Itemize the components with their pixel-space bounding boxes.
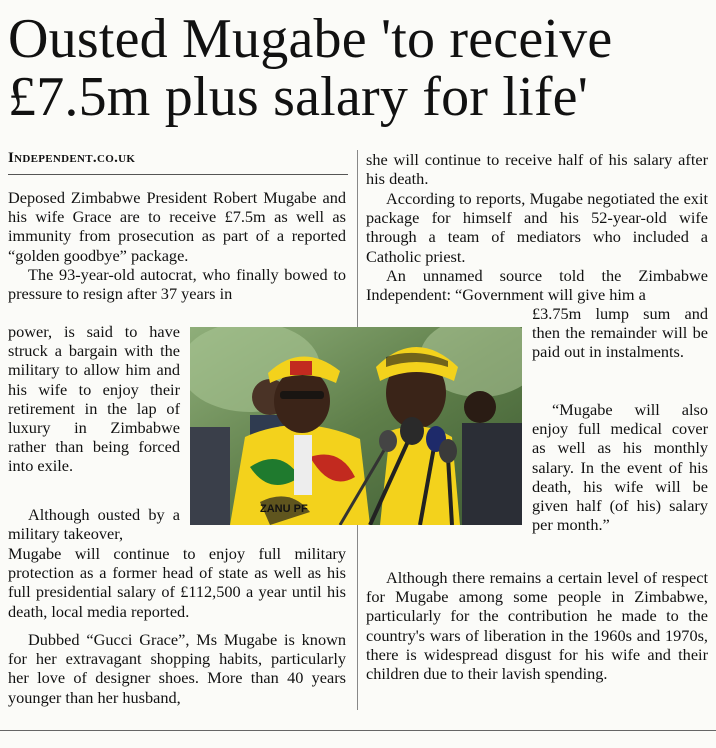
right-paragraph-4: “Mugabe will also enjoy full medical cover as well as his monthly salary. In the event of his death, his wife will be given half (of his) salary per month.” (532, 400, 708, 535)
right-paragraph-3-top: An unnamed source told the Zimbabwe Independent: “Government will give him a (366, 266, 708, 305)
headline: Ousted Mugabe 'to receive £7.5m plus salary for life' (8, 8, 613, 128)
left-paragraph-1: Deposed Zimbabwe President Robert Mugabe and his wife Grace are to receive £7.5m as well as immunity from prosecution as part of a reported “golden goodbye” package. (8, 188, 346, 265)
page-bottom-rule (0, 730, 716, 731)
right-paragraph-3-wrap: £3.75m lump sum and then the remainder will be paid out in instalments. (532, 304, 708, 362)
divider (8, 174, 348, 175)
press-conference-photo-icon (190, 327, 522, 525)
left-paragraph-3: Mugabe will continue to enjoy full military protection as a former head of state as well as his full presidential salary of £112,500 a year until his death, local media reported. (8, 544, 346, 621)
source-credit: Independent.co.uk (8, 150, 136, 166)
news-photo (190, 327, 522, 525)
shirt-text: ZANU PF (260, 503, 308, 515)
left-paragraph-4: Dubbed “Gucci Grace”, Ms Mugabe is known for her extravagant shopping habits, particularly her love of designer shoes. More than 40 years younger than her husband, (8, 630, 346, 707)
left-paragraph-2-top: The 93-year-old autocrat, who finally bowed to pressure to resign after 37 years in (8, 265, 346, 304)
right-paragraph-2: According to reports, Mugabe negotiated the exit package for himself and his 52-year-old wife through a team of mediators who included a Catholic priest. (366, 189, 708, 266)
left-paragraph-2-wrap: power, is said to have struck a bargain with the military to allow him and his wife to enjoy their retirement in the lap of luxury in Zimbabwe rather than being forced into exile. (8, 322, 180, 476)
right-paragraph-1: she will continue to receive half of his salary after his death. (366, 150, 708, 189)
right-paragraph-5: Although there remains a certain level of respect for Mugabe among some people in Zimbabwe, particularly for the contribution he made to the country's wars of liberation in the 1960s and 1970s, there is widespread disgust for his wife and their children due to their lavish spending. (366, 568, 708, 684)
left-paragraph-3-wrap: Although ousted by a military takeover, (8, 505, 180, 544)
